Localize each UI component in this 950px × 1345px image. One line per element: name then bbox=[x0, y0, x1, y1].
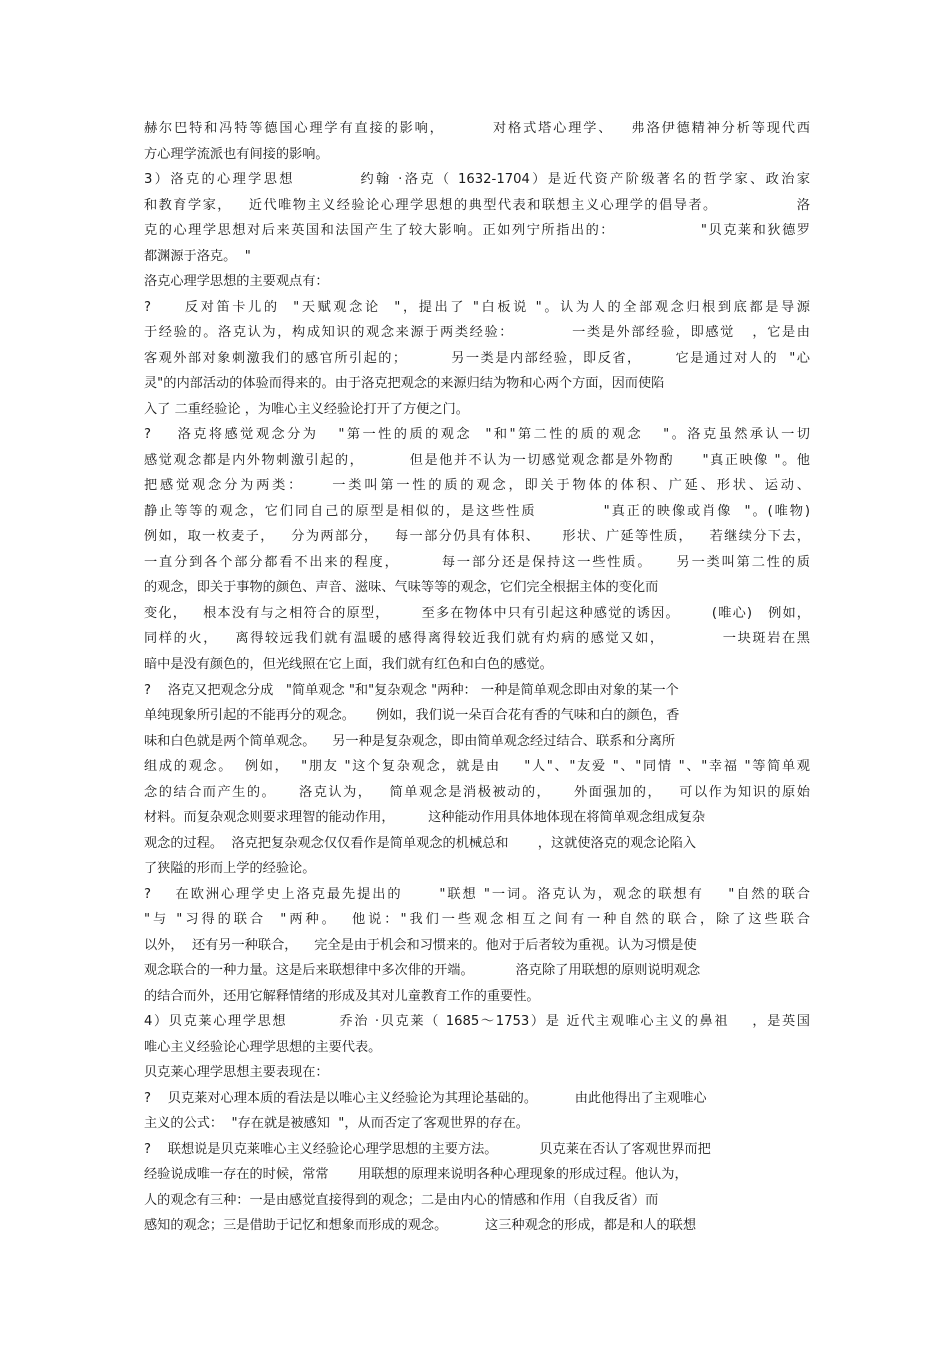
text-line: 例如，取一枚麦子， 分为两部分， 每一部分仍具有体积、 形状、广延等性质， 若继续分下去， bbox=[144, 529, 810, 544]
text-line: 把感觉观念分为两类： 一类叫第一性的质的观念，即关于物体的体积、广延、形状、运动、 bbox=[144, 478, 810, 493]
text-line: 一直分到各个部分都看不出来的程度， 每一部分还是保持这一些性质。 另一类叫第二性的质 bbox=[144, 555, 810, 570]
text-line: 了狭隘的形而上学的经验论。 bbox=[144, 861, 316, 876]
text-line: 入了 二重经验论 ，为唯心主义经验论打开了方便之门。 bbox=[144, 402, 469, 417]
text-line: 观念联合的一种力量。这是后来联想律中多次俳的开端。 洛克除了用联想的原则说明观念 bbox=[144, 963, 701, 978]
text-line: 和教育学家， 近代唯物主义经验论心理学思想的典型代表和联想主义心理学的倡导者。 洛 bbox=[144, 198, 810, 213]
text-line: 3）洛克的心理学思想 约翰 ·洛克（ 1632-1704）是近代资产阶级著名的哲学家、政治家 bbox=[144, 172, 810, 187]
text-line: 静止等等的观念，它们同自己的原型是相似的，是这些性质 "真正的映像或肖像 "。(唯物) bbox=[144, 504, 810, 519]
text-line: 灵"的内部活动的体验而得来的。由于洛克把观念的来源归结为物和心两个方面，因而使陷 bbox=[144, 376, 665, 391]
text-line: 变化， 根本没有与之相符合的原型， 至多在物体中只有引起这种感觉的诱因。 (唯心) 例如， bbox=[144, 606, 810, 621]
text-line: 经验说成唯一存在的时候，常常 用联想的原理来说明各种心理现象的形成过程。他认为， bbox=[144, 1167, 688, 1182]
text-line: 客观外部对象刺激我们的感官所引起的； 另一类是内部经验，即反省， 它是通过对人的 "心 bbox=[144, 351, 810, 366]
text-line: 赫尔巴特和冯特等德国心理学有直接的影响， 对格式塔心理学、 弗洛伊德精神分析等现代西 bbox=[144, 121, 810, 136]
text-line: 唯心主义经验论心理学思想的主要代表。 bbox=[144, 1040, 382, 1055]
text-line: 4）贝克莱心理学思想 乔治 ·贝克莱（ 1685～1753）是 近代主观唯心主义的鼻祖 ，是英国 bbox=[144, 1014, 810, 1029]
text-line: 以外， 还有另一种联合， 完全是由于机会和习惯来的。他对于后者较为重视。认为习惯是使 bbox=[144, 938, 697, 953]
text-line: 于经验的。洛克认为，构成知识的观念来源于两类经验： 一类是外部经验，即感觉 ，它是由 bbox=[144, 325, 810, 340]
text-line: ? 洛克又把观念分成 "简单观念 "和"复杂观念 "两种： 一种是简单观念即由对象的某一个 bbox=[144, 683, 679, 698]
text-line: 组成的观念。 例如， "朋友 "这个复杂观念，就是由 "人"、"友爱 "、"同情 "、"幸福 "等简单观 bbox=[144, 759, 810, 774]
text-line: 单纯现象所引起的不能再分的观念。 例如，我们说一朵百合花有香的气味和白的颜色，香 bbox=[144, 708, 680, 723]
text-line: ? 洛克将感觉观念分为 "第一性的质的观念 "和"第二性的质的观念 "。洛克虽然承认一切 bbox=[144, 427, 810, 442]
text-line: "与 "习得的联合 "两种。 他说："我们一些观念相互之间有一种自然的联合，除了这些联合 bbox=[144, 912, 810, 927]
text-line: 感知的观念；三是借助于记忆和想象而形成的观念。 这三种观念的形成，都是和人的联想 bbox=[144, 1218, 697, 1233]
text-line: 感觉观念都是内外物刺激引起的， 但是他并不认为一切感觉观念都是外物酌 "真正映像 "。他 bbox=[144, 453, 810, 468]
text-line: ? 贝克莱对心理本质的看法是以唯心主义经验论为其理论基础的。 由此他得出了主观唯心 bbox=[144, 1091, 707, 1106]
text-line: 贝克莱心理学思想主要表现在： bbox=[144, 1065, 329, 1080]
text-line: 的结合而外，还用它解释情绪的形成及其对儿童教育工作的重要性。 bbox=[144, 989, 540, 1004]
text-line: 同样的火， 离得较远我们就有温暖的感得离得较近我们就有灼病的感觉又如， 一块斑岩在黑 bbox=[144, 631, 810, 646]
text-line: ? 反对笛卡儿的 "天赋观念论 "，提出了 "白板说 "。认为人的全部观念归根到底都是导源 bbox=[144, 300, 810, 315]
text-line: 洛克心理学思想的主要观点有： bbox=[144, 274, 329, 289]
text-line: 材料。而复杂观念则要求理智的能动作用， 这种能动作用具体地体现在将简单观念组成复杂 bbox=[144, 810, 706, 825]
text-line: 方心理学流派也有间接的影响。 bbox=[144, 147, 329, 162]
text-line: 观念的过程。 洛克把复杂观念仅仅看作是简单观念的机械总和 ，这就使洛克的观念论陷入 bbox=[144, 836, 697, 851]
text-line: 暗中是没有颜色的，但光线照在它上面，我们就有红色和白色的感觉。 bbox=[144, 657, 553, 672]
text-line: 都渊源于洛克。 " bbox=[144, 249, 251, 264]
text-line: ? 在欧洲心理学史上洛克最先提出的 "联想 "一词。洛克认为，观念的联想有 "自然的联合 bbox=[144, 887, 810, 902]
text-line: 克的心理学思想对后来英国和法国产生了较大影响。正如列宁所指出的： "贝克莱和狄德罗 bbox=[144, 223, 810, 238]
text-line: 主义的公式： "存在就是被感知 "，从而否定了客观世界的存在。 bbox=[144, 1116, 529, 1131]
text-line: 人的观念有三种：一是由感觉直接得到的观念；二是由内心的情感和作用（自我反省）而 bbox=[144, 1193, 659, 1208]
text-line: ? 联想说是贝克莱唯心主义经验论心理学思想的主要方法。 贝克莱在否认了客观世界而把 bbox=[144, 1142, 711, 1157]
text-line: 味和白色就是两个简单观念。 另一种是复杂观念，即由简单观念经过结合、联系和分离所 bbox=[144, 734, 676, 749]
text-line: 的观念，即关于事物的颜色、声音、滋味、气味等等的观念，它们完全根据主体的变化而 bbox=[144, 580, 659, 595]
text-line: 念的结合而产生的。 洛克认为， 简单观念是消极被动的， 外面强加的， 可以作为知识的原始 bbox=[144, 785, 810, 800]
